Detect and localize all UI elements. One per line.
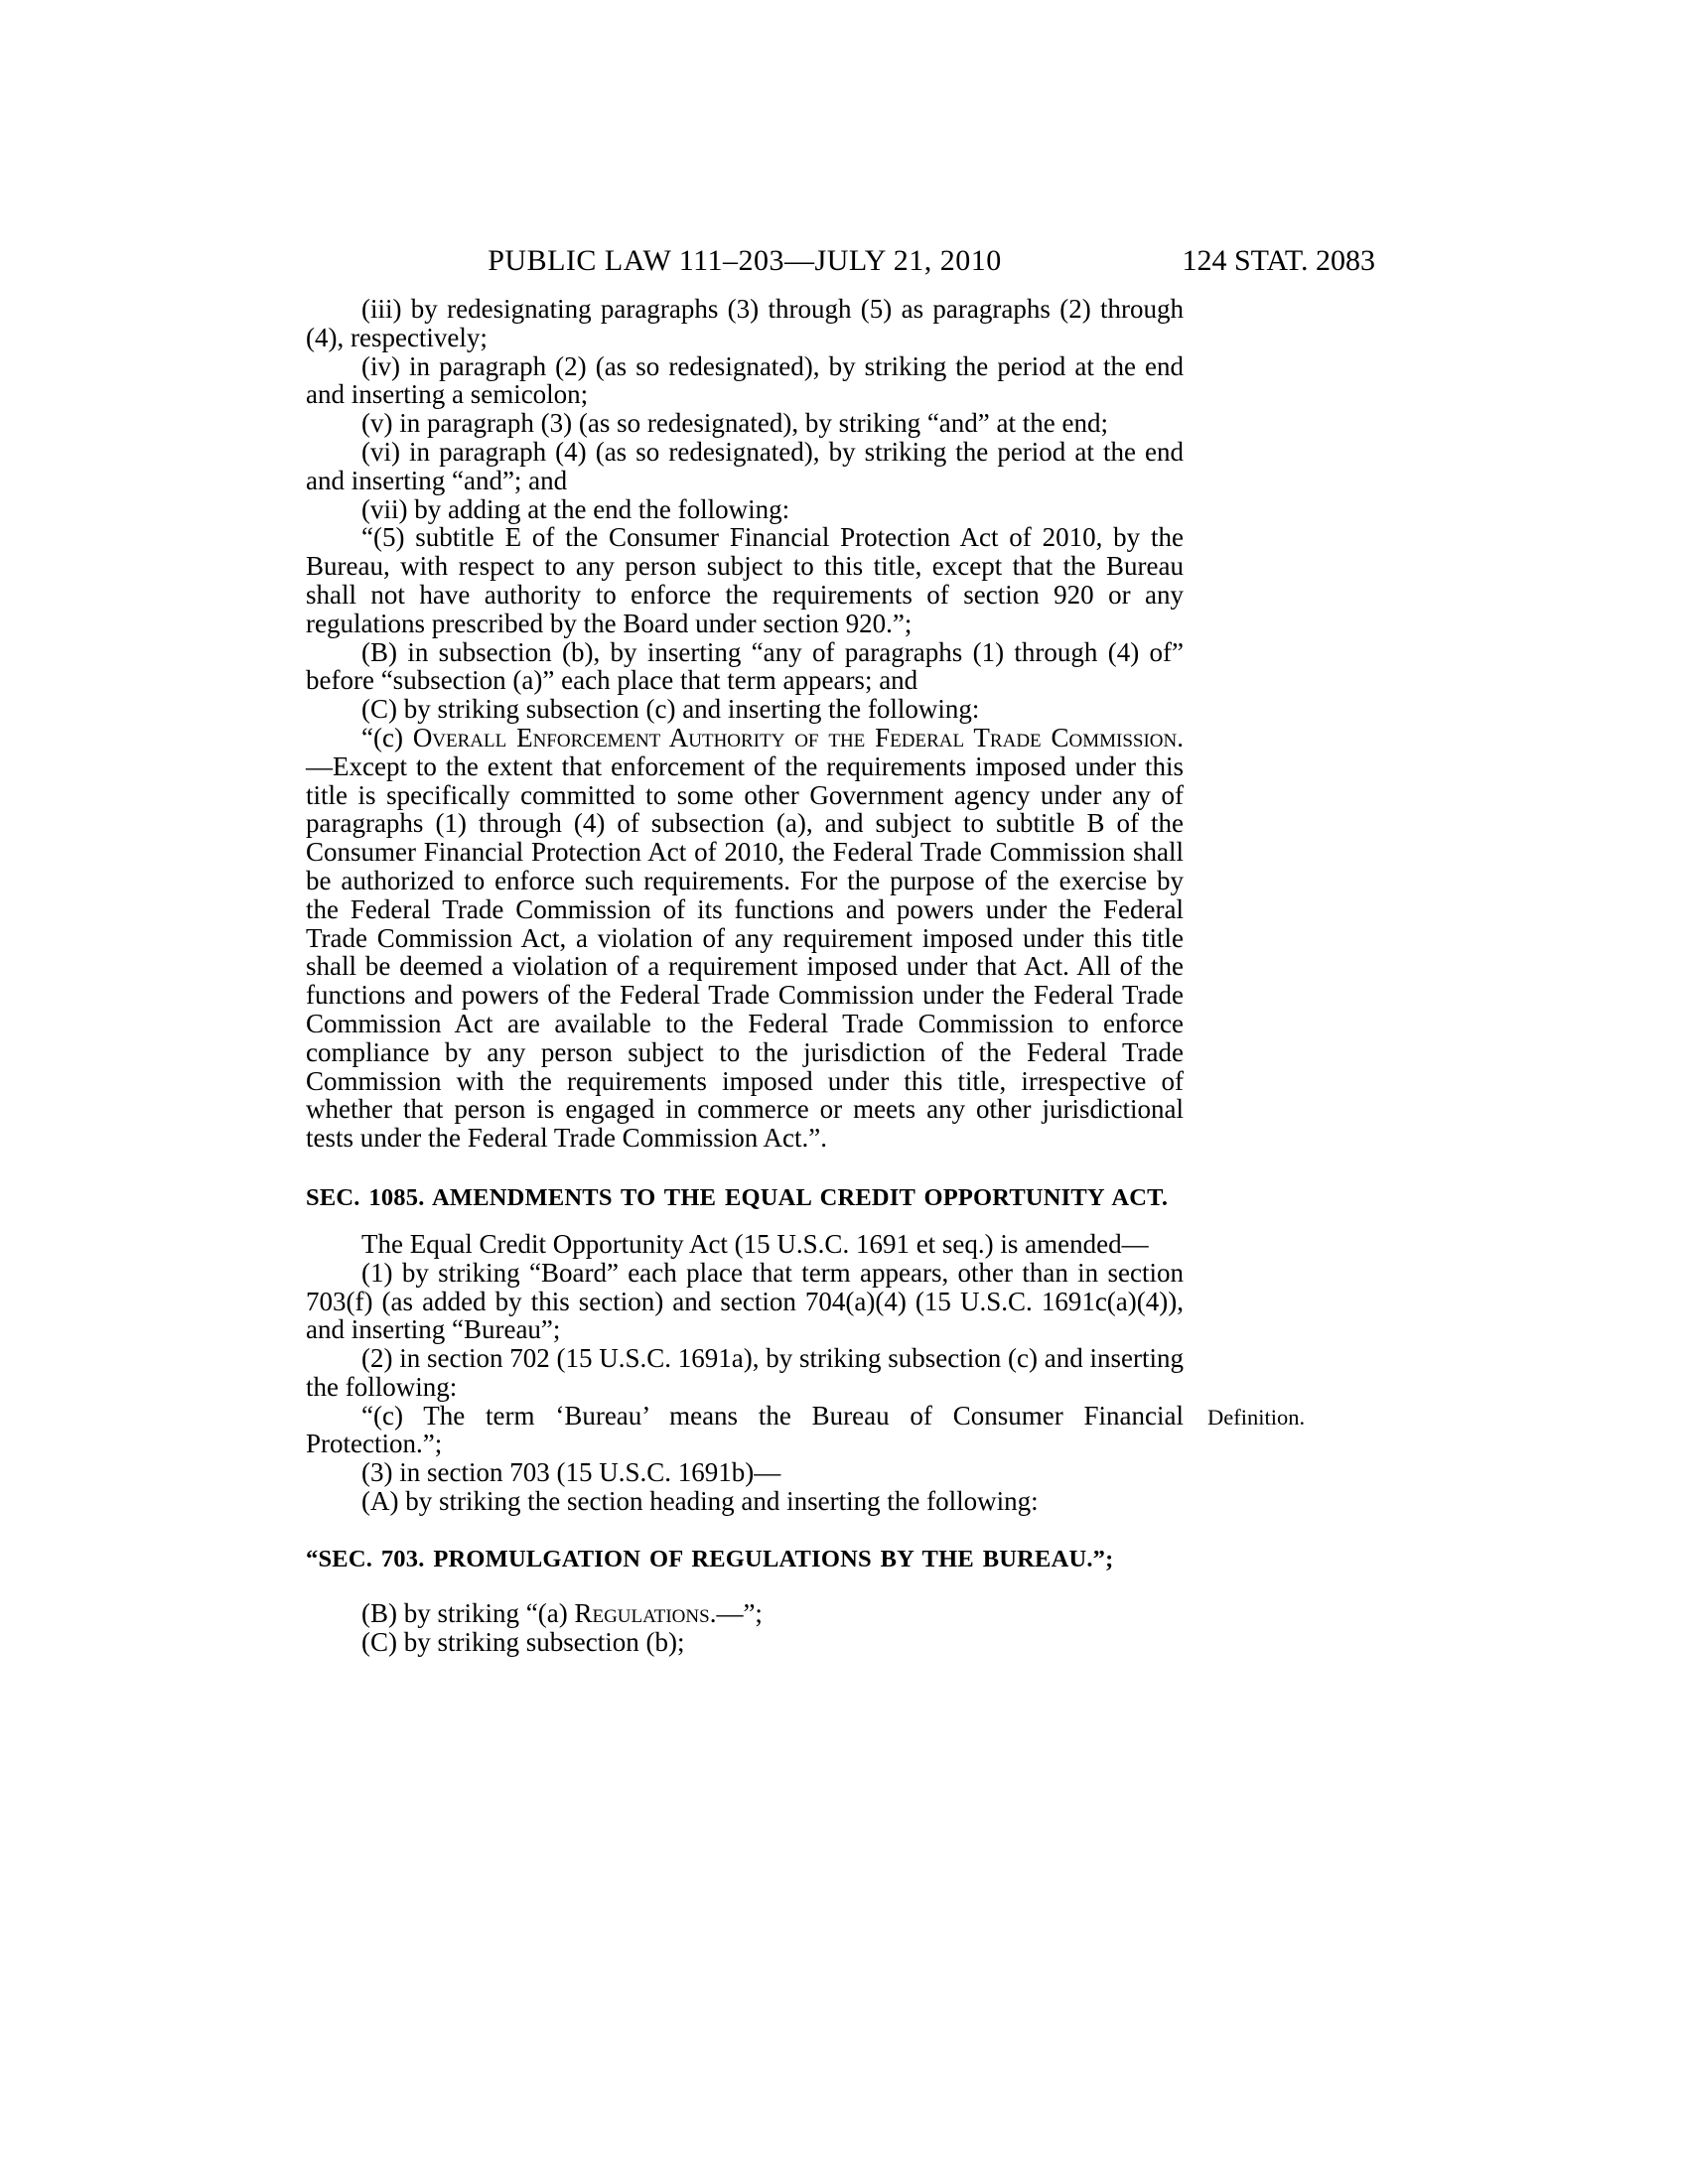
margin-note-definition: Definition. (1207, 1404, 1306, 1430)
subparagraph-C-703: (C) by striking subsection (b); (361, 1626, 685, 1657)
clause-vi: (vi) in paragraph (4) (as so redesignated), by striking the period at the end and inserting “and”; and (306, 436, 1184, 495)
paragraph-1: (1) by striking “Board” each place that term appears, other than in section 703(f) (as added by this section) and section 704(a)(4) (15 U.S.C. 1691c(a)(4)), and inserting “Bureau”; (306, 1257, 1184, 1345)
subparagraph-B-703-close: .—”; (709, 1597, 763, 1628)
clause-iii: (iii) by redesignating paragraphs (3) through (5) as paragraphs (2) through (4), respectively; (306, 294, 1184, 352)
section-1085-heading: SEC. 1085. AMENDMENTS TO THE EQUAL CREDIT OPPORTUNITY ACT. (306, 1183, 1169, 1211)
subparagraph-B: (B) in subsection (b), by inserting “any of paragraphs (1) through (4) of” before “subsection (a)” each place that term appears; and (306, 636, 1184, 696)
subparagraph-C: (C) by striking subsection (c) and inserting the following: (361, 694, 980, 725)
clause-v: (v) in paragraph (3) (as so redesignated), by striking “and” at the end; (361, 408, 1108, 439)
section-703-heading: “SEC. 703. PROMULGATION OF REGULATIONS BY THE BUREAU.”; (306, 1545, 1114, 1572)
paragraph-2: (2) in section 702 (15 U.S.C. 1691a), by striking subsection (c) and inserting the following: (306, 1343, 1184, 1402)
quoted-paragraph-5: “(5) subtitle E of the Consumer Financial Protection Act of 2010, by the Bureau, with respect to any person subject to this title, except that the Bureau shall not have authority to enforce the requirements of section 920 or any regulations prescribed by the Board under section 920.”; (306, 522, 1184, 638)
running-header-title: PUBLIC LAW 111–203—JULY 21, 2010 (488, 244, 1002, 277)
subparagraph-B-703-smallcaps: Regulations (574, 1597, 710, 1628)
page-number-stat: 124 STAT. 2083 (1182, 244, 1375, 277)
clause-iv: (iv) in paragraph (2) (as so redesignated), by striking the period at the end and inserting a semicolon; (306, 350, 1184, 410)
ecoa-intro: The Equal Credit Opportunity Act (15 U.S.C. 1691 et seq.) is amended— (361, 1228, 1149, 1259)
quoted-subsection-c-open: “(c) (361, 722, 413, 752)
subparagraph-B-703-open: (B) by striking “(a) (361, 1597, 575, 1628)
body-text-column (306, 294, 1306, 1657)
quoted-subsection-c-smallcaps-heading: Overall Enforcement Authority of the Federal Trade Commission (412, 722, 1178, 752)
quoted-subsection-c-text: .—Except to the extent that enforcement of the requirements imposed under this title is specifically committed to some other Government agency under any of paragraphs (1) through (4) of subsection (a), and subject to subtitle B of the Consumer Financial Protection Act of 2010, the Federal Trade Commission shall be authorized to enforce such requirements. For the purpose of the exercise by the Federal Trade Commission of its functions and powers under the Federal Trade Commission Act, a violation of any requirement imposed under this title shall be deemed a violation of a requirement imposed under that Act. All of the functions and powers of the Federal Trade Commission under the Federal Trade Commission Act are available to the Federal Trade Commission to enforce compliance by any person subject to the jurisdiction of the Federal Trade Commission with the requirements imposed under this title, irrespective of whether that person is engaged in commerce or meets any other jurisdictional tests under the Federal Trade Commission Act.”. (306, 722, 1184, 1154)
subparagraph-A: (A) by striking the section heading and inserting the following: (361, 1486, 1039, 1517)
subparagraph-B-703 (306, 1599, 1184, 1628)
quoted-subsection-c-ftc (306, 724, 1184, 1153)
paragraph-3: (3) in section 703 (15 U.S.C. 1691b)— (361, 1457, 781, 1488)
quoted-definition-text: “(c) The term ‘Bureau’ means the Bureau of Consumer Financial Protection.”; (306, 1400, 1184, 1459)
clause-vii: (vii) by adding at the end the following: (361, 493, 790, 524)
quoted-definition-paragraph (306, 1400, 1306, 1459)
